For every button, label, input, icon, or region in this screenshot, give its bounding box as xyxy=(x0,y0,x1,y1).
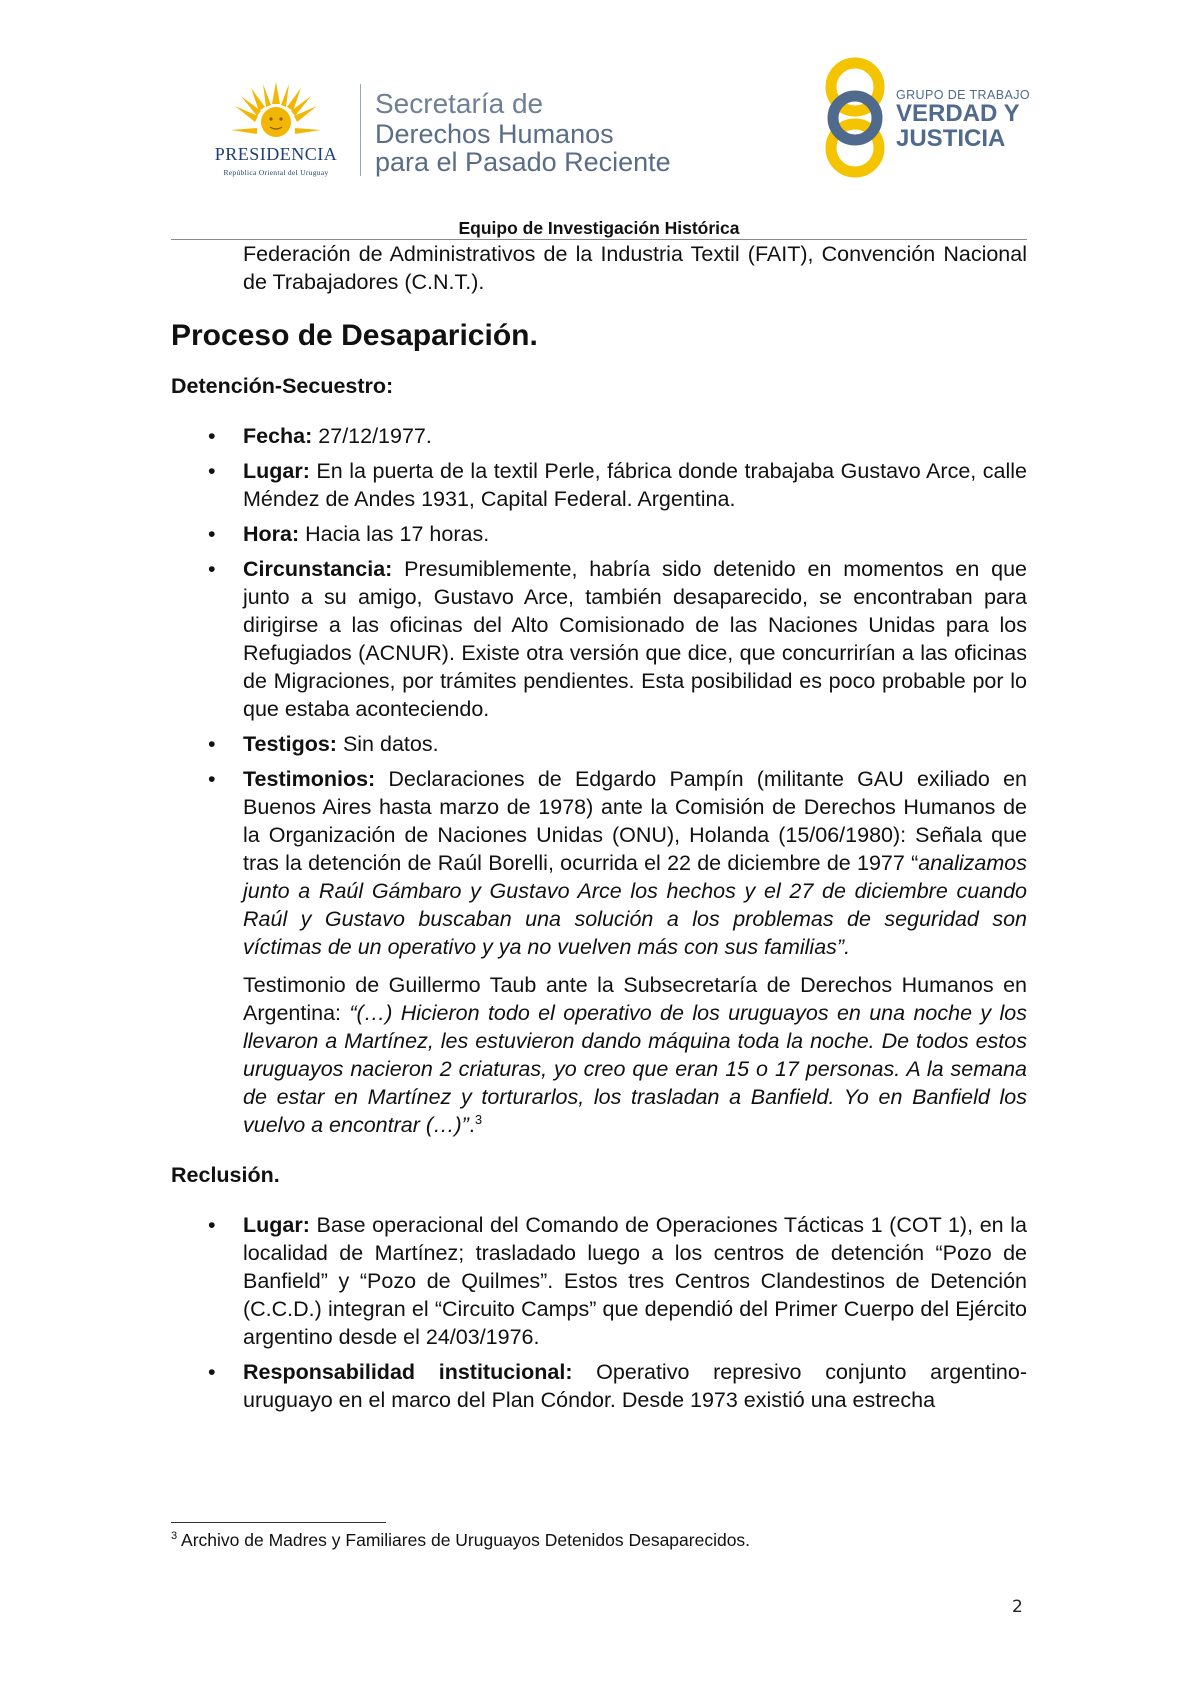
bullet-icon: • xyxy=(208,557,216,581)
presidencia-name: PRESIDENCIA xyxy=(214,144,338,164)
item-value: Hacia las 17 horas. xyxy=(299,522,490,546)
bullet-icon: • xyxy=(208,1213,216,1237)
secretaria-line-1: Secretaría de xyxy=(375,88,544,119)
footnote xyxy=(171,1530,750,1551)
item-label: Fecha: xyxy=(243,424,313,448)
document-body xyxy=(171,240,1027,1421)
presidencia-logo xyxy=(196,80,356,180)
item-value: En la puerta de la textil Perle, fábrica donde trabajaba Gustavo Arce, calle Méndez de Andes 1931, Capital Federal. Argentina. xyxy=(243,459,1027,511)
intro-continuation: Federación de Administrativos de la Industria Textil (FAIT), Convención Nacional de Trabajadores (C.N.T.). xyxy=(243,242,1027,294)
header-divider xyxy=(360,84,361,176)
item-label: Circunstancia: xyxy=(243,557,393,581)
gtvj-line-2: VERDAD Y xyxy=(896,100,1020,127)
bullet-icon: • xyxy=(208,459,216,483)
list-item-circunstancia xyxy=(171,555,1027,723)
item-label: Lugar: xyxy=(243,1213,310,1237)
item-value: Sin datos. xyxy=(336,732,439,756)
secretaria-line-3: para el Pasado Reciente xyxy=(375,147,671,177)
quote-text: “(…) Hicieron todo el operativo de los uruguayos en una noche y los llevaron a Martínez, les estuvieron dando máquina toda la noche. De todos estos uruguayos nacieron 2 criaturas, yo creo que eran 15 o 17 personas. A la semana de estar en Martínez y torturarlos, los trasladan a Banfield. Yo en Banfield los vuelvo a encontrar (…)” xyxy=(243,1001,1027,1137)
quote-text: analizamos junto a Raúl Gámbaro y Gustavo Arce los hechos y el 27 de diciembre cuando Raúl y Gustavo buscaban una solución a los problemas de seguridad son víctimas de un operativo y ya no vuelven más con sus familias”. xyxy=(243,851,1027,959)
page-header xyxy=(0,0,1190,215)
detencion-list xyxy=(171,422,1027,961)
list-item-rec-lugar xyxy=(171,1211,1027,1351)
secretaria-line-2: Derechos Humanos xyxy=(375,119,614,149)
item-value: 27/12/1977. xyxy=(312,424,432,448)
team-title: Equipo de Investigación Histórica xyxy=(458,218,740,238)
reclusion-heading: Reclusión. xyxy=(171,1163,280,1187)
detencion-heading: Detención-Secuestro: xyxy=(171,374,394,398)
secretaria-logo-text xyxy=(375,88,671,176)
testimonio-taub xyxy=(171,971,1027,1139)
list-item-lugar xyxy=(171,457,1027,513)
sun-emblem-icon xyxy=(231,80,321,148)
reclusion-list xyxy=(171,1211,1027,1414)
bullet-icon: • xyxy=(208,522,216,546)
bullet-icon: • xyxy=(208,1360,216,1384)
footnote-text: Archivo de Madres y Familiares de Uruguayos Detenidos Desaparecidos. xyxy=(177,1530,751,1550)
item-label: Testimonios: xyxy=(243,767,376,791)
list-item-testimonios xyxy=(171,765,1027,961)
interlocked-rings-icon xyxy=(820,56,895,181)
list-item-fecha xyxy=(171,422,1027,450)
testimonio-end: . xyxy=(468,1113,475,1137)
list-item-testigos xyxy=(171,730,1027,758)
item-value: Base operacional del Comando de Operaciones Tácticas 1 (COT 1), en la localidad de Martínez; trasladado luego a los centros de detención “Pozo de Banfield” y “Pozo de Quilmes”. Estos tres Centros Clandestinos de Detención (C.C.D.) integran el “Circuito Camps” que dependió del Primer Cuerpo del Ejército argentino desde el 24/03/1976. xyxy=(243,1213,1027,1349)
item-value: Presumiblemente, habría sido detenido en momentos en que junto a su amigo, Gustavo Arce, también desaparecido, se encontraban para dirigirse a las oficinas del Alto Comisionado de las Naciones Unidas para los Refugiados (ACNUR). Existe otra versión que dice, que concurrirían a las oficinas de Migraciones, por trámites pendientes. Esta posibilidad es poco probable por lo que estaba aconteciendo. xyxy=(243,557,1027,721)
item-label: Hora: xyxy=(243,522,300,546)
presidencia-subtitle: República Oriental del Uruguay xyxy=(223,168,329,177)
list-item-hora xyxy=(171,520,1027,548)
bullet-icon: • xyxy=(208,732,216,756)
footnote-rule xyxy=(171,1522,386,1523)
list-item-responsabilidad xyxy=(171,1358,1027,1414)
item-label: Responsabilidad institucional: xyxy=(243,1360,573,1384)
item-value: Declaraciones de Edgardo Pampín (militante GAU exiliado en Buenos Aires hasta marzo de 1978) ante la Comisión de Derechos Humanos de la Organización de Naciones Unidas (ONU), Holanda (15/06/1980): Señala que tras la detención de Raúl Borelli, ocurrida el 22 de diciembre de 1977 “ xyxy=(243,767,1027,875)
page-number: 2 xyxy=(1012,1597,1023,1617)
item-value: Operativo represivo conjunto argentino-uruguayo en el marco del Plan Cóndor. Desde 1973 existió una estrecha xyxy=(243,1360,1027,1412)
testimonio-intro: Testimonio de Guillermo Taub ante la Subsecretaría de Derechos Humanos en Argentina: xyxy=(243,973,1027,1025)
item-label: Testigos: xyxy=(243,732,337,756)
verdad-justicia-logo xyxy=(820,56,1030,181)
gtvj-line-3: JUSTICIA xyxy=(896,125,1006,152)
gtvj-line-1: GRUPO DE TRABAJO xyxy=(896,88,1030,102)
section-title: Proceso de Desaparición. xyxy=(171,319,538,352)
item-label: Lugar: xyxy=(243,459,310,483)
bullet-icon: • xyxy=(208,424,216,448)
bullet-icon: • xyxy=(208,767,216,791)
footnote-ref[interactable]: 3 xyxy=(474,1111,483,1127)
footnote-number: 3 xyxy=(171,1530,178,1543)
